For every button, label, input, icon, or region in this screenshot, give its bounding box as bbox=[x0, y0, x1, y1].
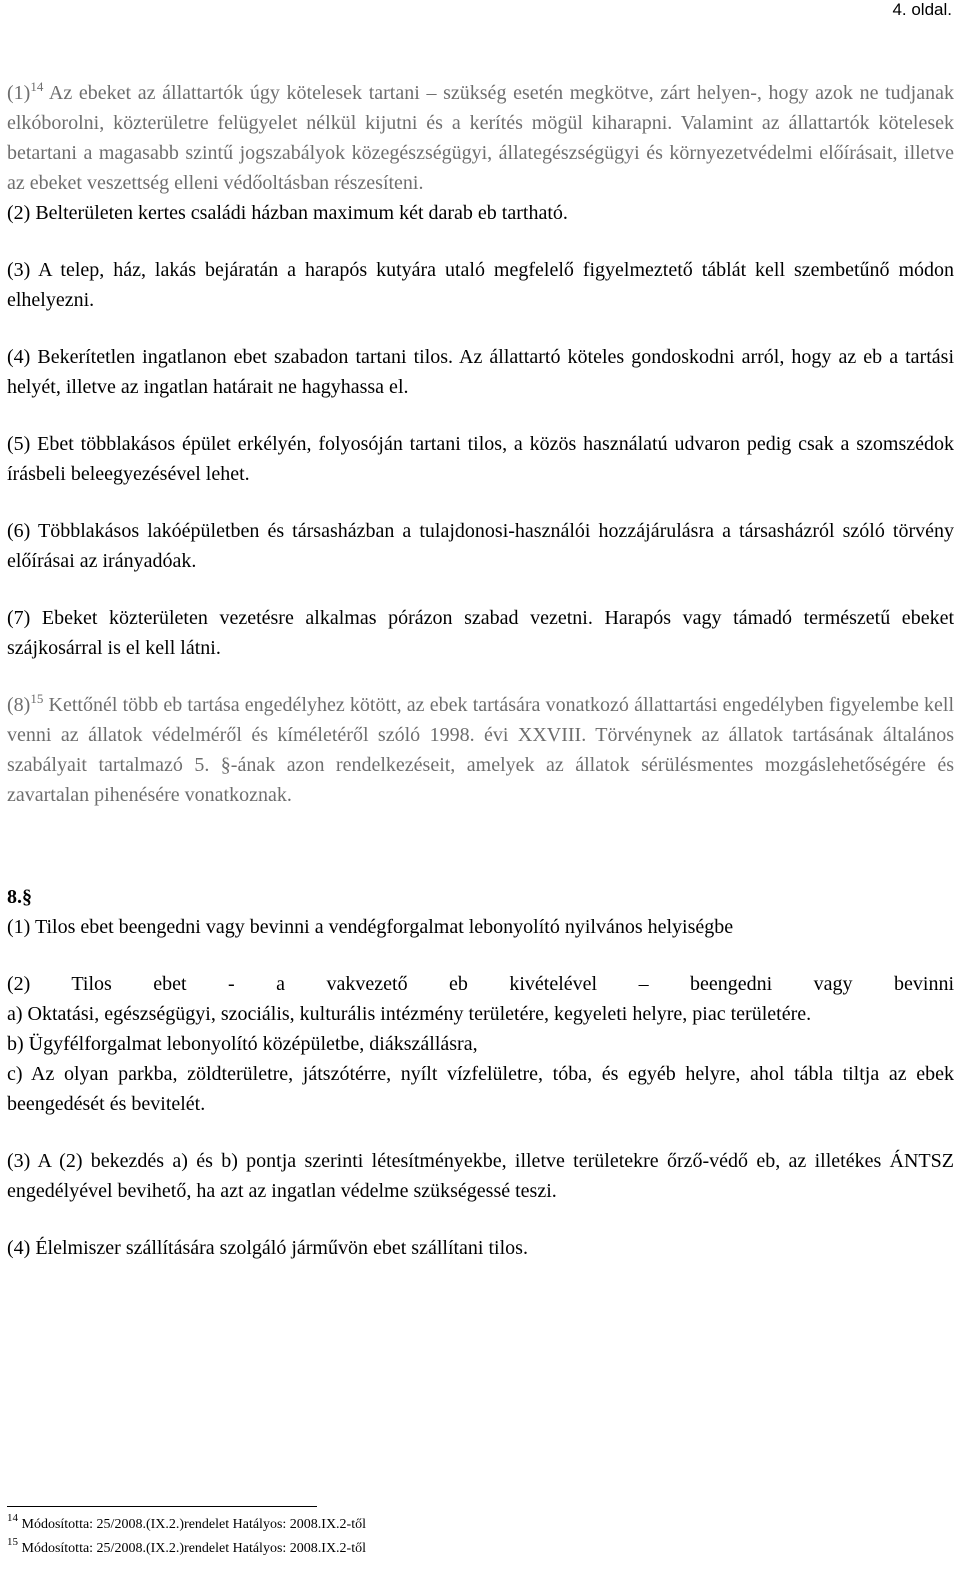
page-number: 4. oldal. bbox=[892, 0, 952, 19]
footnote-text: Módosította: 25/2008.(IX.2.)rendelet Hatályos: 2008.IX.2-től bbox=[21, 1541, 366, 1556]
footnote-number: 14 bbox=[7, 1512, 18, 1524]
paragraph-1 bbox=[7, 78, 954, 198]
footnote-number: 15 bbox=[7, 1536, 18, 1548]
paragraph-1-label: (1) bbox=[7, 82, 31, 104]
footnote-separator bbox=[7, 1506, 317, 1507]
section-8-paragraph-4: (4) Élelmiszer szállítására szolgáló járművön ebet szállítani tilos. bbox=[7, 1237, 528, 1259]
paragraph-1-text: Az ebeket az állattartók úgy kötelesek tartani – szükség esetén megkötve, zárt helyen-, hogy azok ne tudjanak elkóborolni, közterületre felügyelet nélkül kijutni és a kerítés mögül kiharapni. Valamint az állattartók kötelesek betartani a magasabb szintű jogszabályok közegészségügyi, állategészségügyi és környezetvédelmi előírásait, illetve az ebeket veszettség elleni védőoltásban részesíteni. bbox=[7, 82, 954, 194]
paragraph-2: (2) Belterületen kertes családi házban maximum két darab eb tartható. bbox=[7, 202, 568, 224]
paragraph-8-text: Kettőnél több eb tartása engedélyhez kötött, az ebek tartására vonatkozó állattartási engedélyben figyelembe kell venni az állatok védelméről és kíméletéről szóló 1998. évi XXVIII. Törvénynek az állatok tartásának általános szabályait tartalmazó 5. §-ának azon rendelkezéseit, amelyek az állatok sérülésmentes mozgáslehetőségére és zavartalan pihenésére vonatkoznak. bbox=[7, 694, 955, 806]
footnote-15 bbox=[7, 1537, 954, 1561]
footnote-text: Módosította: 25/2008.(IX.2.)rendelet Hatályos: 2008.IX.2-től bbox=[21, 1517, 366, 1532]
document-body bbox=[7, 78, 954, 1263]
footnote-ref-14[interactable]: 14 bbox=[30, 79, 44, 94]
section-8-point-c: c) Az olyan parkba, zöldterületre, játszótérre, nyílt vízfelületre, tóba, és egyéb helyre, ahol tábla tiltja az ebek beengedését és bevitelét. bbox=[7, 1063, 954, 1115]
section-8-heading: 8.§ bbox=[7, 886, 32, 908]
paragraph-7: (7) Ebeket közterületen vezetésre alkalmas pórázon szabad vezetni. Harapós vagy támadó természetű ebeket szájkosárral is el kell látni. bbox=[7, 607, 954, 659]
paragraph-4: (4) Bekerítetlen ingatlanon ebet szabadon tartani tilos. Az állattartó köteles gondoskodni arról, hogy az eb a tartási helyét, illetve az ingatlan határait ne hagyhassa el. bbox=[7, 346, 954, 398]
section-8-paragraph-1: (1) Tilos ebet beengedni vagy bevinni a vendégforgalmat lebonyolító nyilvános helyiségbe bbox=[7, 916, 734, 938]
paragraph-3: (3) A telep, ház, lakás bejáratán a harapós kutyára utaló megfelelő figyelmeztető táblát kell szembetűnő módon elhelyezni. bbox=[7, 259, 954, 311]
paragraph-6: (6) Többlakásos lakóépületben és társasházban a tulajdonosi-használói hozzájárulásra a társasházról szóló törvény előírásai az irányadóak. bbox=[7, 520, 954, 572]
paragraph-8-label: (8) bbox=[7, 694, 31, 716]
section-8-point-b: b) Ügyfélforgalmat lebonyolító középületbe, diákszállásra, bbox=[7, 1033, 478, 1055]
paragraph-8 bbox=[7, 690, 954, 810]
section-8-paragraph-3: (3) A (2) bekezdés a) és b) pontja szerinti létesítményekbe, illetve területekre őrző-védő eb, az illetékes ÁNTSZ engedélyével bevihető, ha azt az ingatlan védelme szükségessé teszi. bbox=[7, 1150, 954, 1202]
footnote-14 bbox=[7, 1513, 954, 1537]
footnotes bbox=[7, 1506, 954, 1561]
section-8-paragraph-2-intro: (2) Tilos ebet - a vakvezető eb kivételével – beengedni vagy bevinni bbox=[7, 973, 954, 995]
section-8-point-a: a) Oktatási, egészségügyi, szociális, kulturális intézmény területére, kegyeleti helyre, piac területére. bbox=[7, 1003, 812, 1025]
paragraph-5: (5) Ebet többlakásos épület erkélyén, folyosóján tartani tilos, a közös használatú udvaron pedig csak a szomszédok írásbeli beleegyezésével lehet. bbox=[7, 433, 954, 485]
footnote-ref-15[interactable]: 15 bbox=[30, 691, 44, 706]
